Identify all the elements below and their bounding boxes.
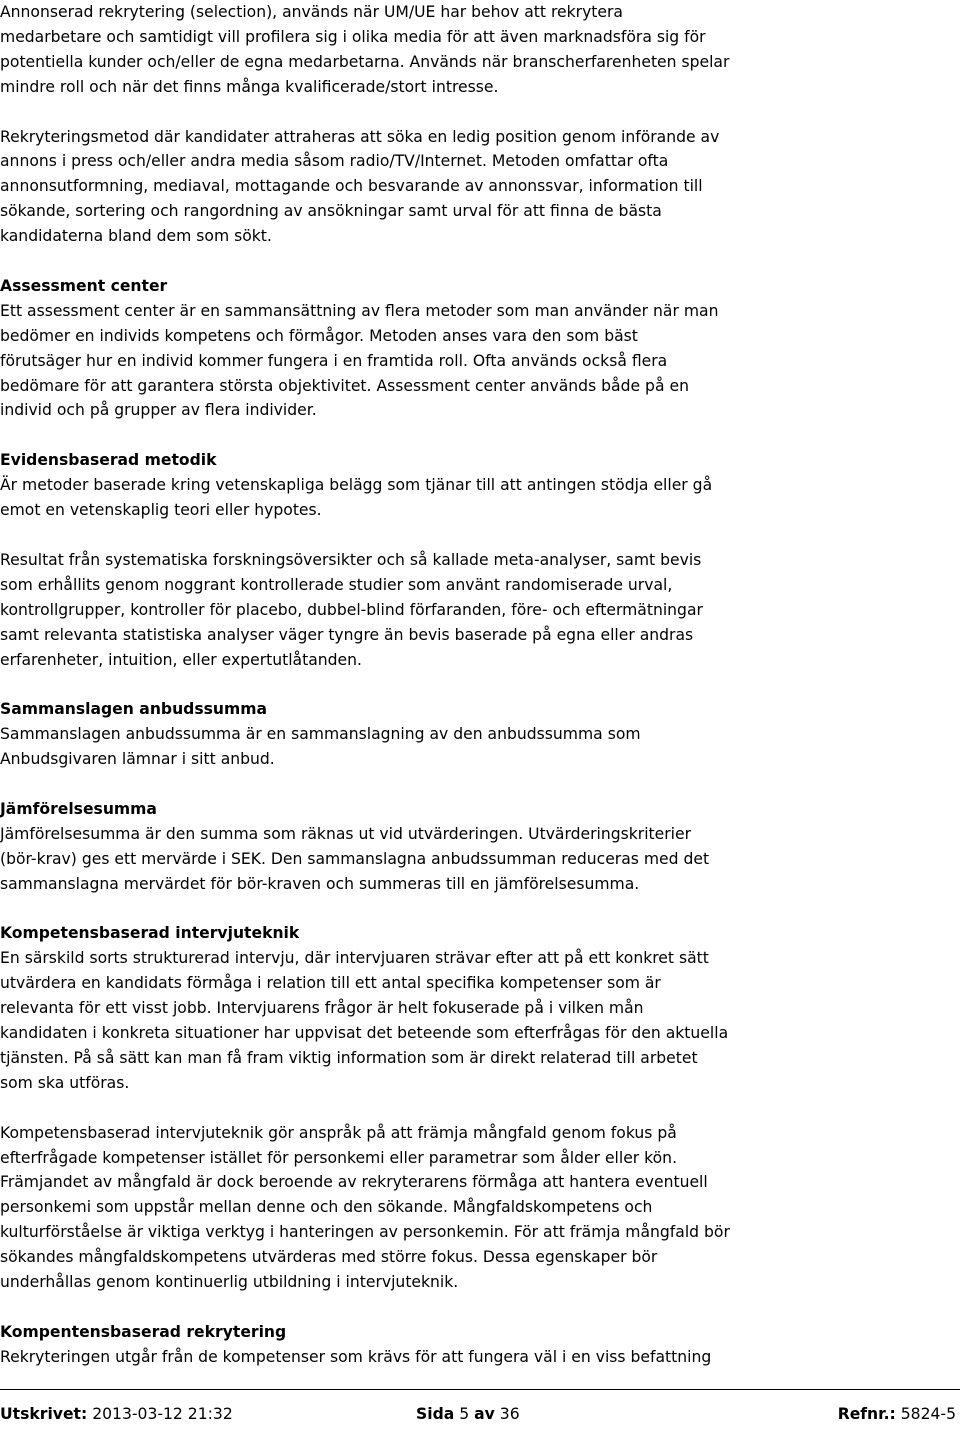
text-line: relevanta för ett visst jobb. Intervjuarens frågor är helt fokuserade på i vilken mån xyxy=(0,999,644,1018)
text-line: Rekryteringsmetod där kandidater attraheras att söka en ledig position genom införande av xyxy=(0,127,720,146)
section-jamforelsesumma xyxy=(0,797,960,897)
section-title: Kompentensbaserad rekrytering xyxy=(0,1322,287,1341)
text-line: Främjandet av mångfald är dock beroende av rekryterarens förmåga att hantera eventuell xyxy=(0,1173,708,1192)
text-line: medarbetare och samtidigt vill profilera sig i olika media för att även marknadsföra sig för xyxy=(0,27,706,46)
section-kompetensbaserad-intervjuteknik xyxy=(0,921,960,1295)
printed-label: Utskrivet: xyxy=(0,1405,88,1423)
section-assessment-center xyxy=(0,274,960,423)
ref-label: Refnr.: xyxy=(837,1405,896,1423)
text-line: kontrollgrupper, kontroller för placebo, dubbel-blind förfaranden, före- och eftermätningar xyxy=(0,600,703,619)
text-line: mindre roll och när det finns många kvalificerade/stort intresse. xyxy=(0,77,499,96)
text-line: Annonserad rekrytering (selection), används när UM/UE har behov att rekrytera xyxy=(0,3,623,21)
text-line: underhållas genom kontinuerlig utbildning i intervjuteknik. xyxy=(0,1273,459,1292)
text-line: bedömer en individs kompetens och förmågor. Metoden anses vara den som bäst xyxy=(0,326,638,345)
text-line: Jämförelsesumma är den summa som räknas ut vid utvärderingen. Utvärderingskriterier xyxy=(0,824,691,843)
text-line: potentiella kunder och/eller de egna medarbetarna. Används när branscherfarenheten spelar xyxy=(0,52,730,71)
printed-date xyxy=(0,1404,233,1424)
text-line: bedömare för att garantera största objektivitet. Assessment center används både på en xyxy=(0,376,689,395)
text-line: Sammanslagen anbudssumma är en sammanslagning av den anbudssumma som xyxy=(0,725,641,744)
text-line: individ och på grupper av flera individer. xyxy=(0,401,317,420)
text-line: annonsutformning, mediaval, mottagande och besvarande av annonssvar, information till xyxy=(0,177,703,196)
text-line: efterfrågade kompetenser istället för personkemi eller parametrar som ålder eller kön. xyxy=(0,1148,678,1167)
text-line: som ska utföras. xyxy=(0,1073,130,1092)
text-line: emot en vetenskaplig teori eller hypotes. xyxy=(0,501,322,520)
text-line: tjänsten. På så sätt kan man få fram viktig information som är direkt relaterad till arbetet xyxy=(0,1048,698,1067)
text-line: förutsäger hur en individ kommer fungera i en framtida roll. Ofta används också flera xyxy=(0,351,668,370)
page-of-label: av xyxy=(474,1405,495,1423)
page-footer xyxy=(0,1389,960,1430)
section-title: Kompetensbaserad intervjuteknik xyxy=(0,924,300,943)
section-title: Sammanslagen anbudssumma xyxy=(0,700,268,719)
section-title: Assessment center xyxy=(0,276,168,295)
ref-value: 5824-5 xyxy=(900,1405,956,1423)
text-line: kulturförståelse är viktiga verktyg i hanteringen av personkemin. För att främja mångfald bör xyxy=(0,1223,730,1242)
text-line: Rekryteringen utgår från de kompetenser som krävs för att fungera väl i en viss befattning xyxy=(0,1347,712,1366)
text-line: kandidaterna bland dem som sökt. xyxy=(0,227,272,246)
text-line: En särskild sorts strukturerad intervju, där intervjuaren strävar efter att på ett konkret sätt xyxy=(0,949,709,968)
page-number: 5 xyxy=(459,1405,470,1423)
section-evidensbaserad-metodik xyxy=(0,448,960,672)
text-line: som erhållits genom noggrant kontrollerade studier som använt randomiserade urval, xyxy=(0,575,673,594)
text-line: personkemi som uppstår mellan denne och den sökande. Mångfaldskompetens och xyxy=(0,1198,653,1217)
intro-paragraph xyxy=(0,0,960,100)
text-line: erfarenheter, intuition, eller expertutlåtanden. xyxy=(0,650,362,669)
text-line: (bör-krav) ges ett mervärde i SEK. Den sammanslagna anbudssumman reduceras med det xyxy=(0,849,710,868)
text-line: sökande, sortering och rangordning av ansökningar samt urval för att finna de bästa xyxy=(0,202,662,221)
text-line: Är metoder baserade kring vetenskapliga belägg som tjänar till att antingen stödja eller gå xyxy=(0,476,713,495)
printed-value: 2013-03-12 21:32 xyxy=(92,1405,233,1423)
text-line: Ett assessment center är en sammansättning av flera metoder som man använder när man xyxy=(0,301,719,320)
text-line: Anbudsgivaren lämnar i sitt anbud. xyxy=(0,750,275,769)
text-line: sökandes mångfaldskompetens utvärderas med större fokus. Dessa egenskaper bör xyxy=(0,1248,658,1267)
page-label: Sida xyxy=(416,1405,455,1423)
section-title: Jämförelsesumma xyxy=(0,799,157,818)
page-total: 36 xyxy=(499,1405,520,1423)
text-line: annons i press och/eller andra media såsom radio/TV/Internet. Metoden omfattar ofta xyxy=(0,152,669,171)
rekrytering-paragraph xyxy=(0,125,960,250)
page-indicator xyxy=(416,1404,520,1424)
text-line: Kompetensbaserad intervjuteknik gör anspråk på att främja mångfald genom fokus på xyxy=(0,1123,677,1142)
section-sammanslagen-anbudssumma xyxy=(0,697,960,772)
text-line: sammanslagna mervärdet för bör-kraven och summeras till en jämförelsesumma. xyxy=(0,874,640,893)
text-line: utvärdera en kandidats förmåga i relation till ett antal specifika kompetenser som är xyxy=(0,974,661,993)
section-kompentensbaserad-rekrytering xyxy=(0,1320,960,1370)
section-title: Evidensbaserad metodik xyxy=(0,451,217,470)
reference-number xyxy=(838,1404,956,1424)
text-line: kandidaten i konkreta situationer har uppvisat det beteende som efterfrågas för den aktuella xyxy=(0,1024,729,1043)
text-line: Resultat från systematiska forskningsöversikter och så kallade meta-analyser, samt bevis xyxy=(0,550,702,569)
text-line: samt relevanta statistiska analyser väger tyngre än bevis baserade på egna eller andras xyxy=(0,625,694,644)
